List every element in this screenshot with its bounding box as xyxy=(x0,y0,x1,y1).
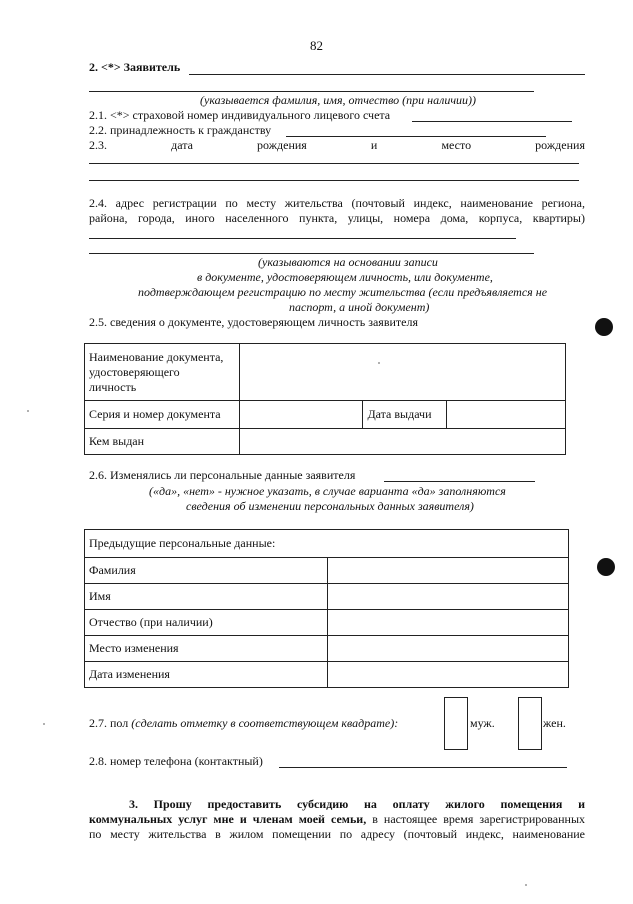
punch-hole-top xyxy=(595,318,613,336)
female-label: жен. xyxy=(543,716,566,730)
male-checkbox[interactable] xyxy=(444,697,468,750)
address-label-2: района, города, иного населенного пункта, улицы, номера дома, корпуса, квартиры) xyxy=(89,211,585,225)
request-line-2 xyxy=(89,812,585,827)
address-label-1: 2.4. адрес регистрации по месту жительства (почтовый индекс, наименование региона, xyxy=(89,196,585,210)
prev-patronymic-label: Отчество (при наличии) xyxy=(85,610,328,636)
doc-name-label-1: Наименование документа, xyxy=(89,349,224,364)
change-date-label: Дата изменения xyxy=(85,662,328,688)
address-line-2[interactable] xyxy=(89,253,534,254)
series-number-label: Серия и номер документа xyxy=(85,401,240,429)
birth-word-6: рождения xyxy=(535,138,585,152)
prev-surname-cell[interactable] xyxy=(327,558,568,584)
change-place-cell[interactable] xyxy=(327,636,568,662)
snils-label: 2.1. <*> страховой номер индивидуального лицевого счета xyxy=(89,108,391,122)
gender-label-row xyxy=(89,716,398,731)
prev-surname-label: Фамилия xyxy=(85,558,328,584)
scan-speck xyxy=(378,362,380,364)
personal-changes-line[interactable] xyxy=(384,481,535,482)
gender-hint: (сделать отметку в соответствующем квадрате): xyxy=(131,716,399,730)
identity-doc-label: 2.5. сведения о документе, удостоверяющем личность заявителя xyxy=(89,315,418,329)
applicant-hint: (указывается фамилия, имя, отчество (при наличии)) xyxy=(200,93,477,107)
prev-name-cell[interactable] xyxy=(327,584,568,610)
change-place-label: Место изменения xyxy=(85,636,328,662)
punch-hole-bottom xyxy=(597,558,615,576)
phone-line[interactable] xyxy=(279,767,567,768)
identity-doc-table xyxy=(84,343,566,455)
applicant-label: 2. <*> Заявитель xyxy=(89,60,181,74)
personal-changes-hint-1: («да», «нет» - нужное указать, в случае варианта «да» заполняются xyxy=(149,484,506,498)
birth-line-1[interactable] xyxy=(89,163,579,164)
change-date-cell[interactable] xyxy=(327,662,568,688)
doc-name-label xyxy=(85,344,240,401)
applicant-name-line[interactable] xyxy=(189,74,585,75)
citizenship-line[interactable] xyxy=(286,136,546,137)
request-line-2-bold: коммунальных услуг мне и членам моей семьи, xyxy=(89,812,367,826)
issue-date-label: Дата выдачи xyxy=(363,401,447,429)
issued-by-cell[interactable] xyxy=(239,429,565,455)
request-line-2-rest: в настоящее время зарегистрированных xyxy=(366,812,586,826)
female-checkbox[interactable] xyxy=(518,697,542,750)
doc-name-label-3: личность xyxy=(89,379,137,394)
series-number-cell[interactable] xyxy=(239,401,363,429)
personal-changes-label: 2.6. Изменялись ли персональные данные заявителя xyxy=(89,468,356,482)
birth-word-4: и xyxy=(370,138,378,152)
address-line-1[interactable] xyxy=(89,238,516,239)
request-line-1: 3. Прошу предоставить субсидию на оплату жилого помещения и xyxy=(129,797,585,811)
birth-word-3: рождения xyxy=(257,138,307,152)
birth-word-5: место xyxy=(441,138,472,152)
personal-changes-hint-2: сведения об изменении персональных данных заявителя) xyxy=(186,499,474,513)
gender-label: 2.7. пол xyxy=(89,716,129,730)
citizenship-label: 2.2. принадлежность к гражданству xyxy=(89,123,272,137)
doc-name-label-2: удостоверяющего xyxy=(89,364,180,379)
prev-name-label: Имя xyxy=(85,584,328,610)
doc-name-cell[interactable] xyxy=(239,344,565,401)
address-hint-4: паспорт, а иной документ) xyxy=(289,300,430,314)
previous-data-table xyxy=(84,529,569,688)
birth-line-2[interactable] xyxy=(89,180,579,181)
scan-speck xyxy=(43,723,45,725)
page-number: 82 xyxy=(310,38,323,53)
issued-by-label: Кем выдан xyxy=(85,429,240,455)
snils-line[interactable] xyxy=(412,121,572,122)
male-label: муж. xyxy=(470,716,495,730)
applicant-name-line-2[interactable] xyxy=(89,91,534,92)
scan-speck xyxy=(27,410,29,412)
prev-patronymic-cell[interactable] xyxy=(327,610,568,636)
birth-word-1: 2.3. xyxy=(89,138,107,152)
address-hint-3: подтверждающем регистрацию по месту жительства (если предъявляется не xyxy=(138,285,548,299)
issue-date-cell[interactable] xyxy=(447,401,566,429)
request-line-3: по месту жительства в жилом помещении по адресу (почтовый индекс, наименование xyxy=(89,827,585,841)
phone-label: 2.8. номер телефона (контактный) xyxy=(89,754,263,768)
birth-label xyxy=(89,138,585,153)
address-hint-1: (указываются на основании записи xyxy=(258,255,438,269)
scan-speck xyxy=(525,884,527,886)
previous-data-header: Предыдущие персональные данные: xyxy=(85,530,569,558)
address-hint-2: в документе, удостоверяющем личность, или документе, xyxy=(197,270,493,284)
birth-word-2: дата xyxy=(171,138,193,152)
